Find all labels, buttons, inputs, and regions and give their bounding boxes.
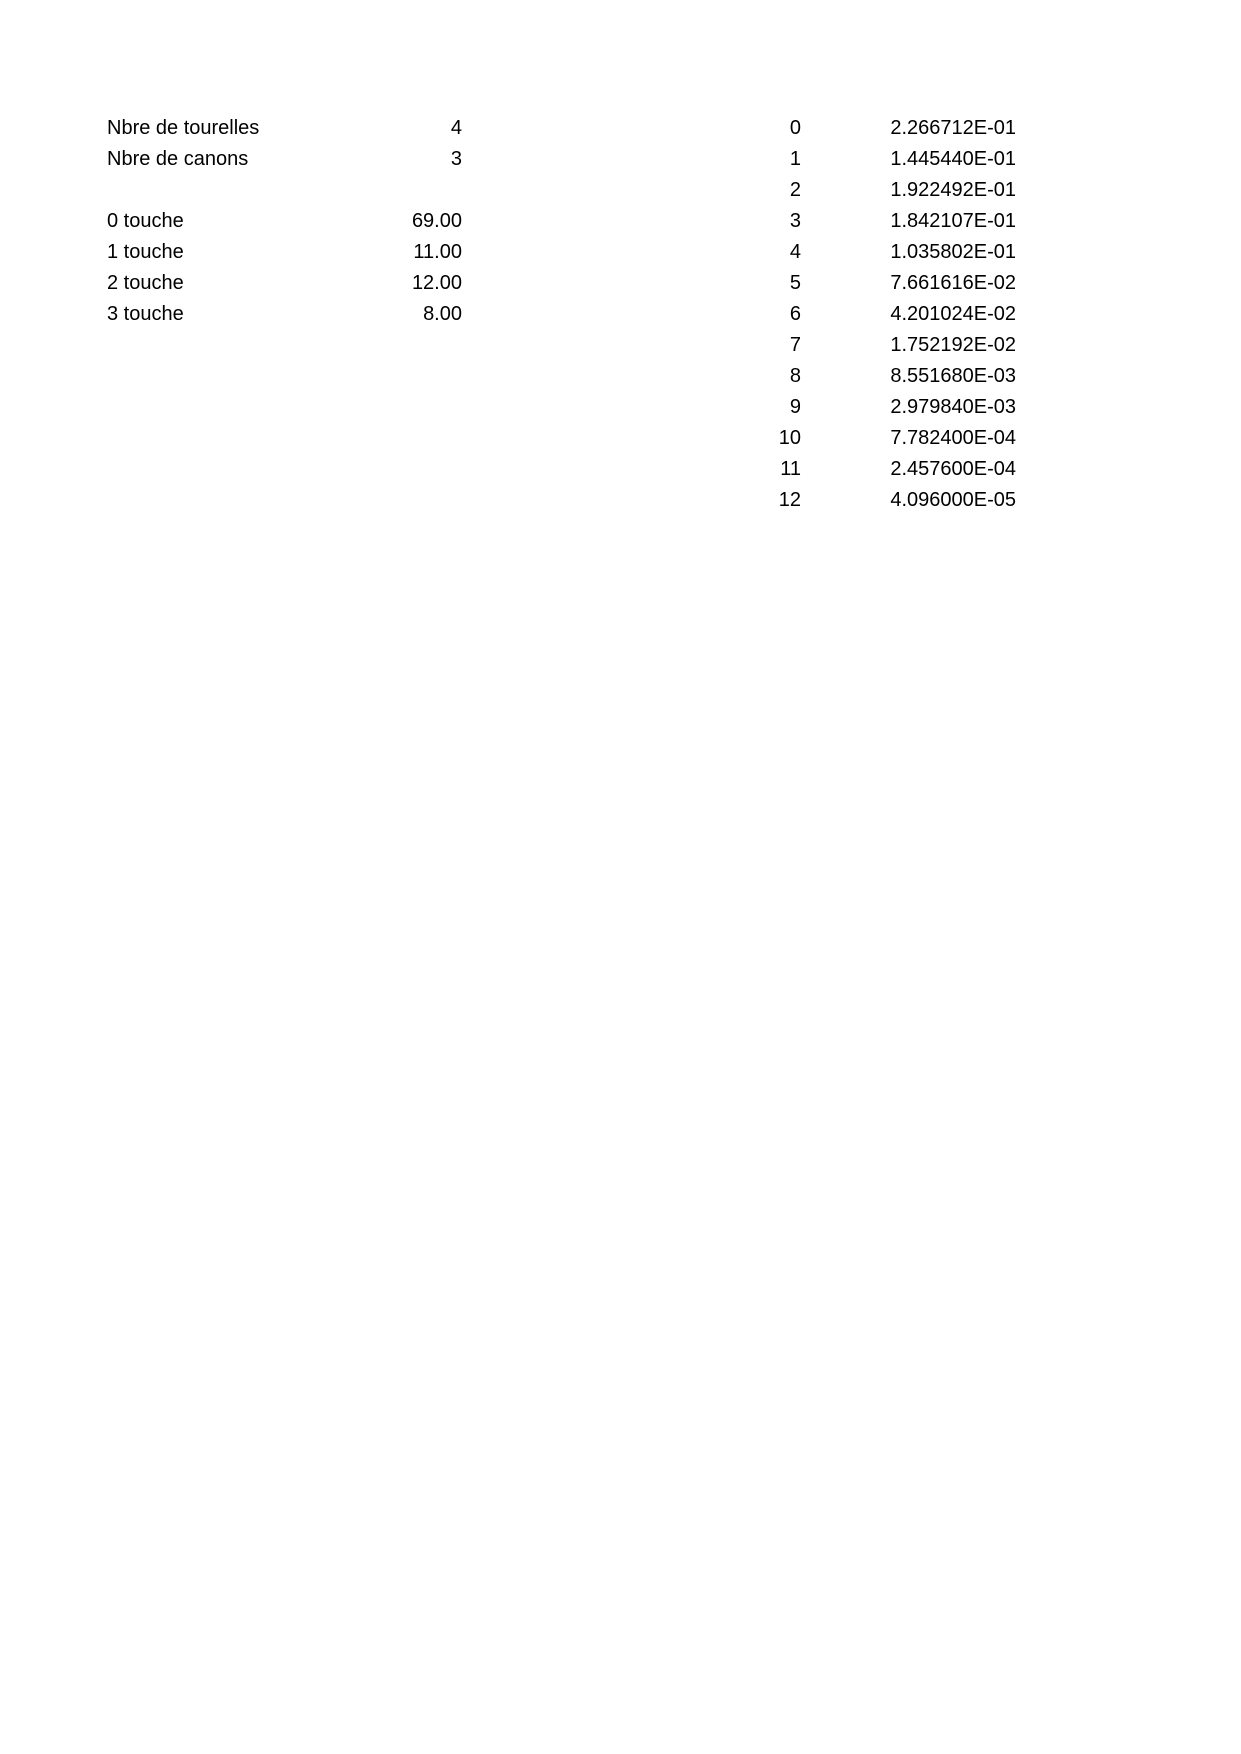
- dist-index-1: 1: [789, 148, 801, 170]
- dist-value-4: 1.035802E-01: [890, 241, 1016, 263]
- dist-value-5: 7.661616E-02: [890, 272, 1016, 294]
- dist-index-10: 10: [778, 427, 801, 449]
- dist-index-3: 3: [789, 210, 801, 232]
- hit-label-0: 0 touche: [107, 210, 184, 232]
- dist-value-2: 1.922492E-01: [890, 179, 1016, 201]
- dist-value-9: 2.979840E-03: [890, 396, 1016, 418]
- hit-value-2: 12.00: [411, 272, 462, 294]
- dist-index-7: 7: [789, 334, 801, 356]
- param-label-tourelles: Nbre de tourelles: [107, 117, 260, 139]
- dist-index-2: 2: [789, 179, 801, 201]
- param-value-tourelles: 4: [450, 117, 462, 139]
- dist-value-3: 1.842107E-01: [890, 210, 1016, 232]
- dist-index-5: 5: [789, 272, 801, 294]
- hit-label-3: 3 touche: [107, 303, 184, 325]
- hit-value-1: 11.00: [413, 241, 462, 263]
- dist-value-0: 2.266712E-01: [890, 117, 1016, 139]
- dist-value-7: 1.752192E-02: [890, 334, 1016, 356]
- dist-index-9: 9: [789, 396, 801, 418]
- param-label-canons: Nbre de canons: [107, 148, 249, 170]
- param-value-canons: 3: [450, 148, 462, 170]
- dist-value-12: 4.096000E-05: [890, 489, 1016, 511]
- dist-value-11: 2.457600E-04: [890, 458, 1016, 480]
- dist-index-4: 4: [789, 241, 801, 263]
- hit-label-2: 2 touche: [107, 272, 184, 294]
- dist-index-8: 8: [789, 365, 801, 387]
- dist-index-6: 6: [789, 303, 801, 325]
- dist-index-0: 0: [789, 117, 801, 139]
- hit-value-0: 69.00: [411, 210, 462, 232]
- dist-value-6: 4.201024E-02: [890, 303, 1016, 325]
- dist-index-12: 12: [778, 489, 801, 511]
- dist-value-1: 1.445440E-01: [890, 148, 1016, 170]
- hit-label-1: 1 touche: [107, 241, 184, 263]
- dist-index-11: 11: [780, 458, 801, 480]
- hit-value-3: 8.00: [423, 303, 462, 325]
- dist-value-10: 7.782400E-04: [890, 427, 1016, 449]
- dist-value-8: 8.551680E-03: [890, 365, 1016, 387]
